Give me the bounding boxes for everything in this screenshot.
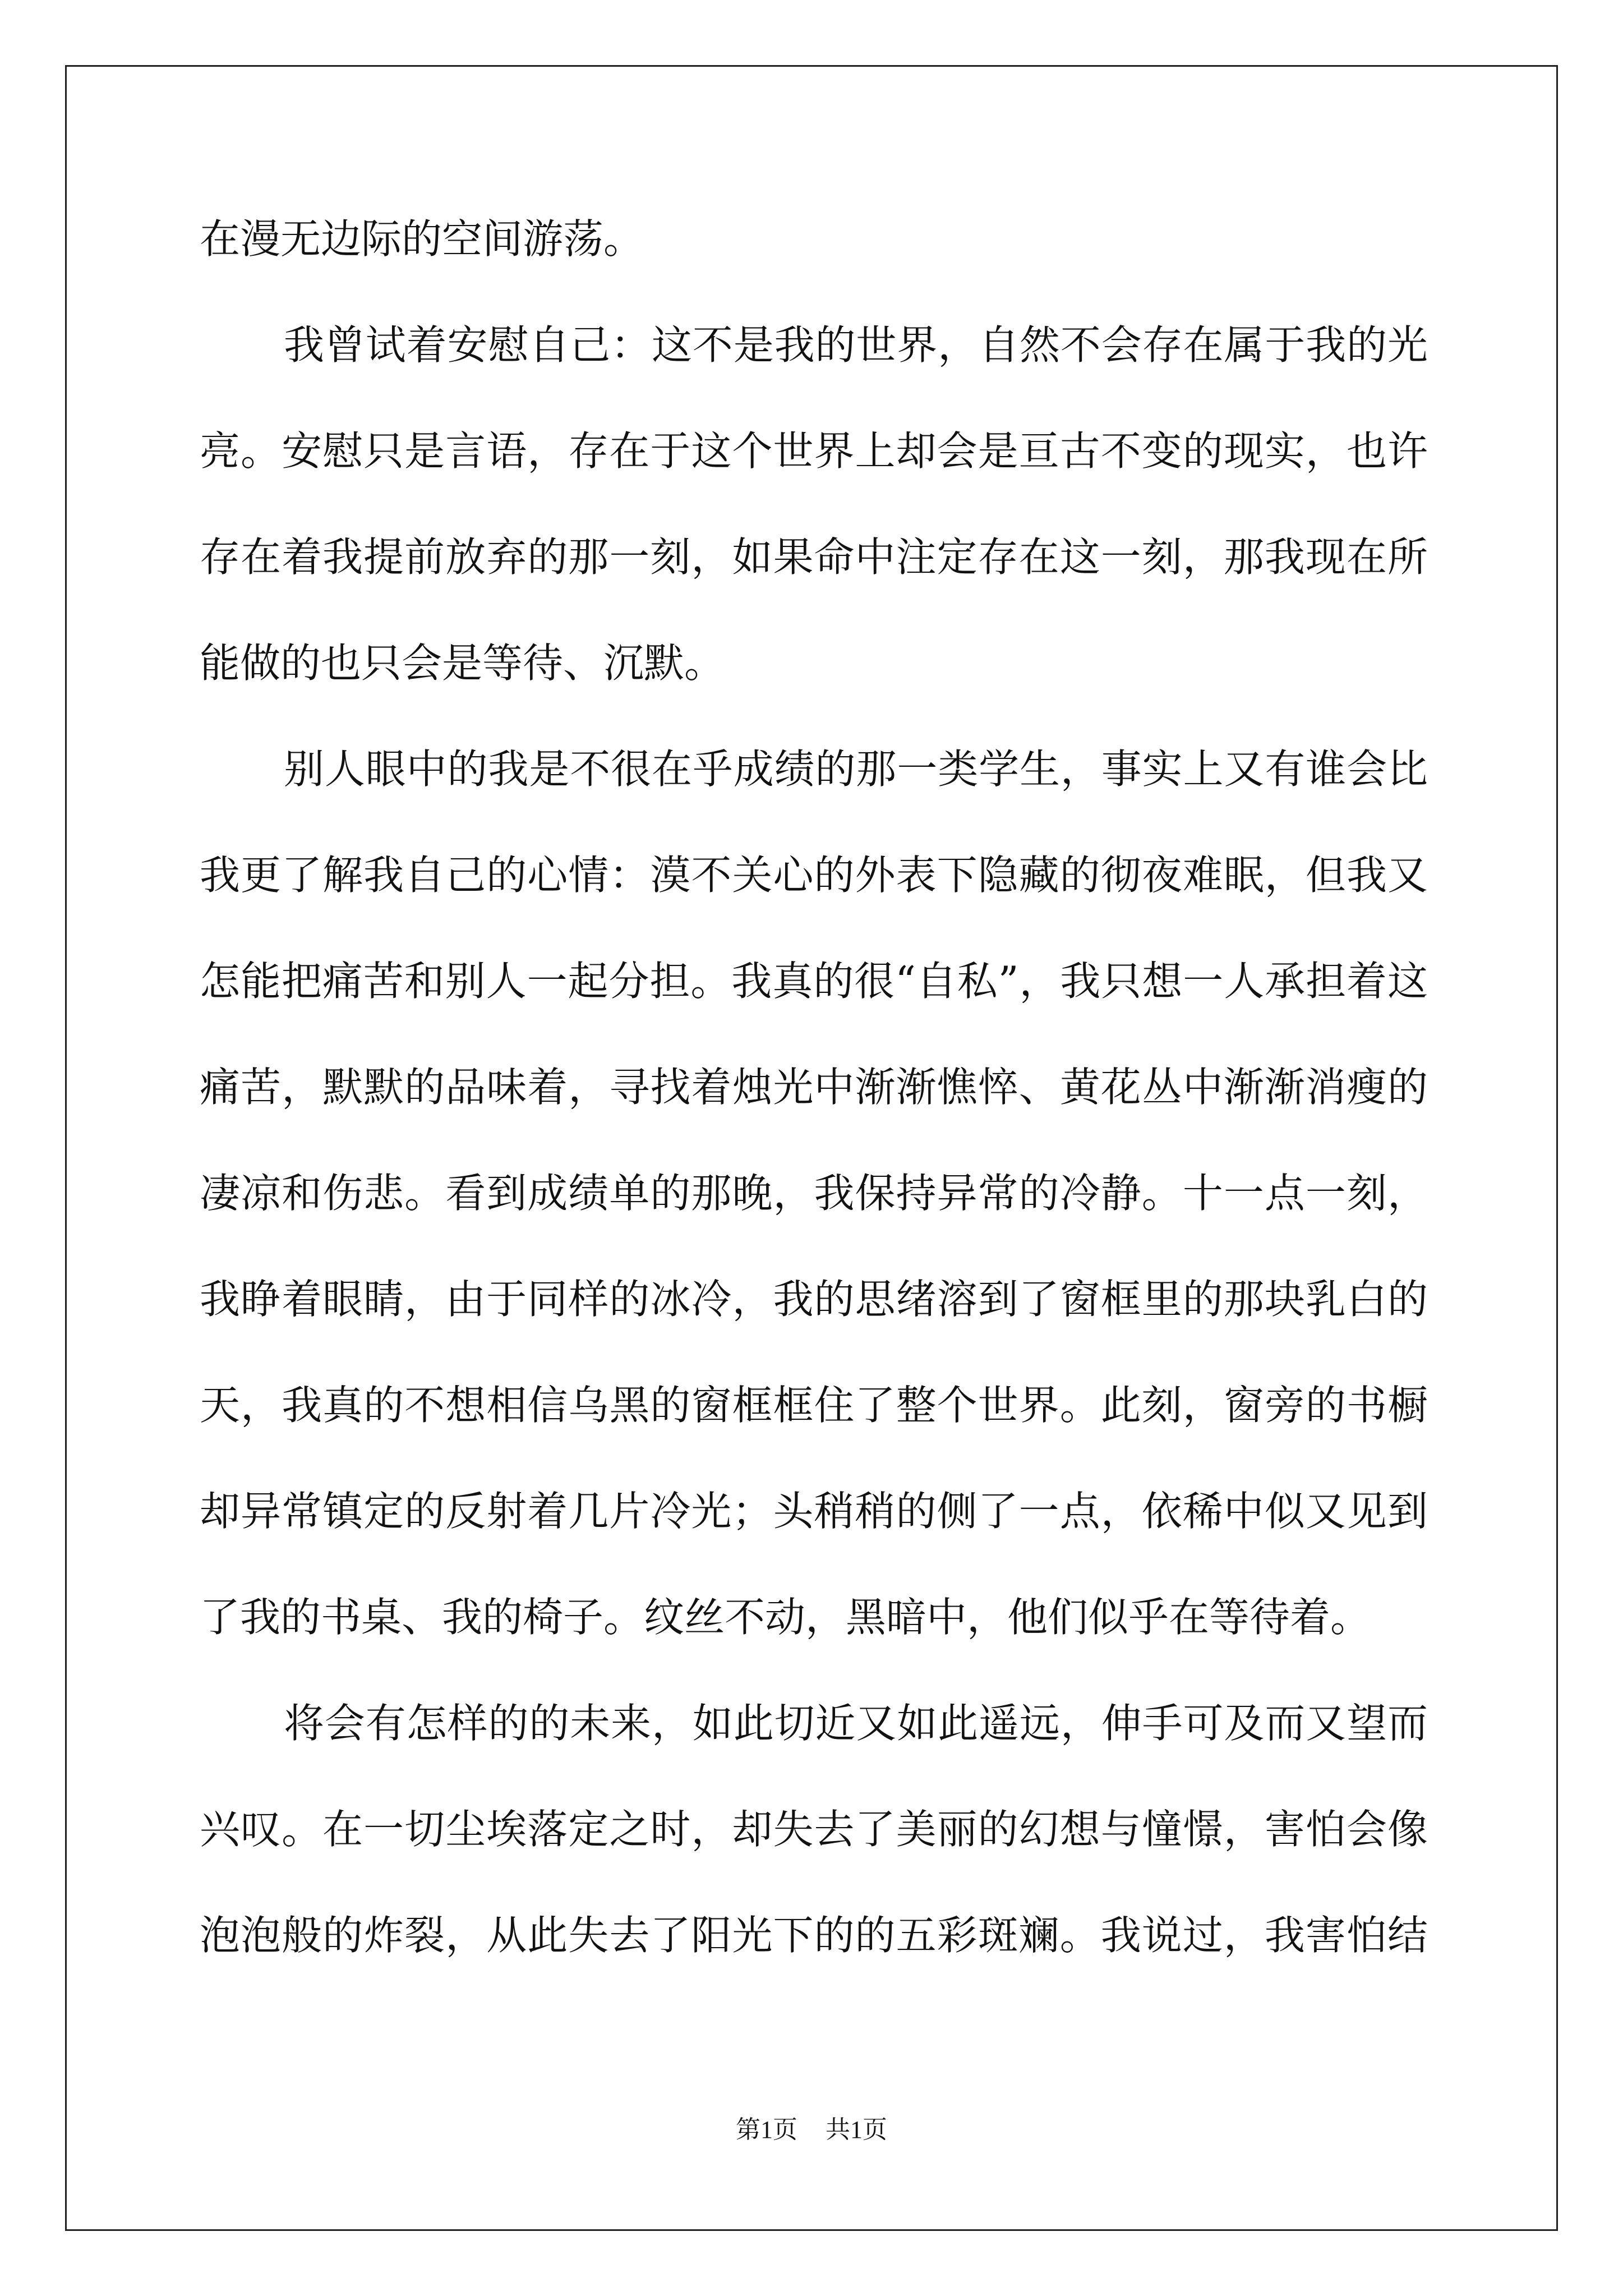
paragraph-start-line: 别人眼中的我是不很在乎成绩的那一类学生，事实上又有谁会比 [284,749,1428,793]
text-line: 却异常镇定的反射着几片冷光；头稍稍的侧了一点，依稀中似又见到 [200,1491,1428,1535]
text-line: 凄凉和伤悲。看到成绩单的那晚，我保持异常的冷静。十一点一刻， [200,1173,1428,1217]
text-line: 我睁着眼睛，由于同样的冰冷，我的思绪溶到了窗框里的那块乳白的 [200,1279,1428,1323]
page-total: 共1页 [826,2116,887,2143]
text-line: 存在着我提前放弃的那一刻，如果命中注定存在这一刻，那我现在所 [200,537,1428,581]
page-number: 第1页 [736,2116,797,2143]
text-line: 能做的也只会是等待、沉默。 [200,643,725,687]
text-line: 我更了解我自己的心情：漠不关心的外表下隐藏的彻夜难眠，但我又 [200,855,1428,899]
paragraph-start-line: 我曾试着安慰自己：这不是我的世界，自然不会存在属于我的光 [284,325,1428,369]
text-line: 亮。安慰只是言语，存在于这个世界上却会是亘古不变的现实，也许 [200,431,1428,475]
text-line: 在漫无边际的空间游荡。 [200,219,644,263]
text-line: 痛苦，默默的品味着，寻找着烛光中渐渐憔悴、黄花丛中渐渐消瘦的 [200,1067,1428,1111]
paragraph-start-line: 将会有怎样的的未来，如此切近又如此遥远，伸手可及而又望而 [284,1703,1428,1747]
text-line: 天，我真的不想相信乌黑的窗框框住了整个世界。此刻，窗旁的书橱 [200,1385,1428,1429]
document-body [200,219,1428,2021]
text-line: 泡泡般的炸裂，从此失去了阳光下的的五彩斑斓。我说过，我害怕结 [200,1915,1428,1959]
text-line: 了我的书桌、我的椅子。纹丝不动，黑暗中，他们似乎在等待着。 [200,1597,1371,1641]
text-line: 兴叹。在一切尘埃落定之时，却失去了美丽的幻想与憧憬，害怕会像 [200,1809,1428,1853]
text-line: 怎能把痛苦和别人一起分担。我真的很“自私”，我只想一人承担着这 [200,961,1428,1005]
page-footer [0,2118,1623,2142]
